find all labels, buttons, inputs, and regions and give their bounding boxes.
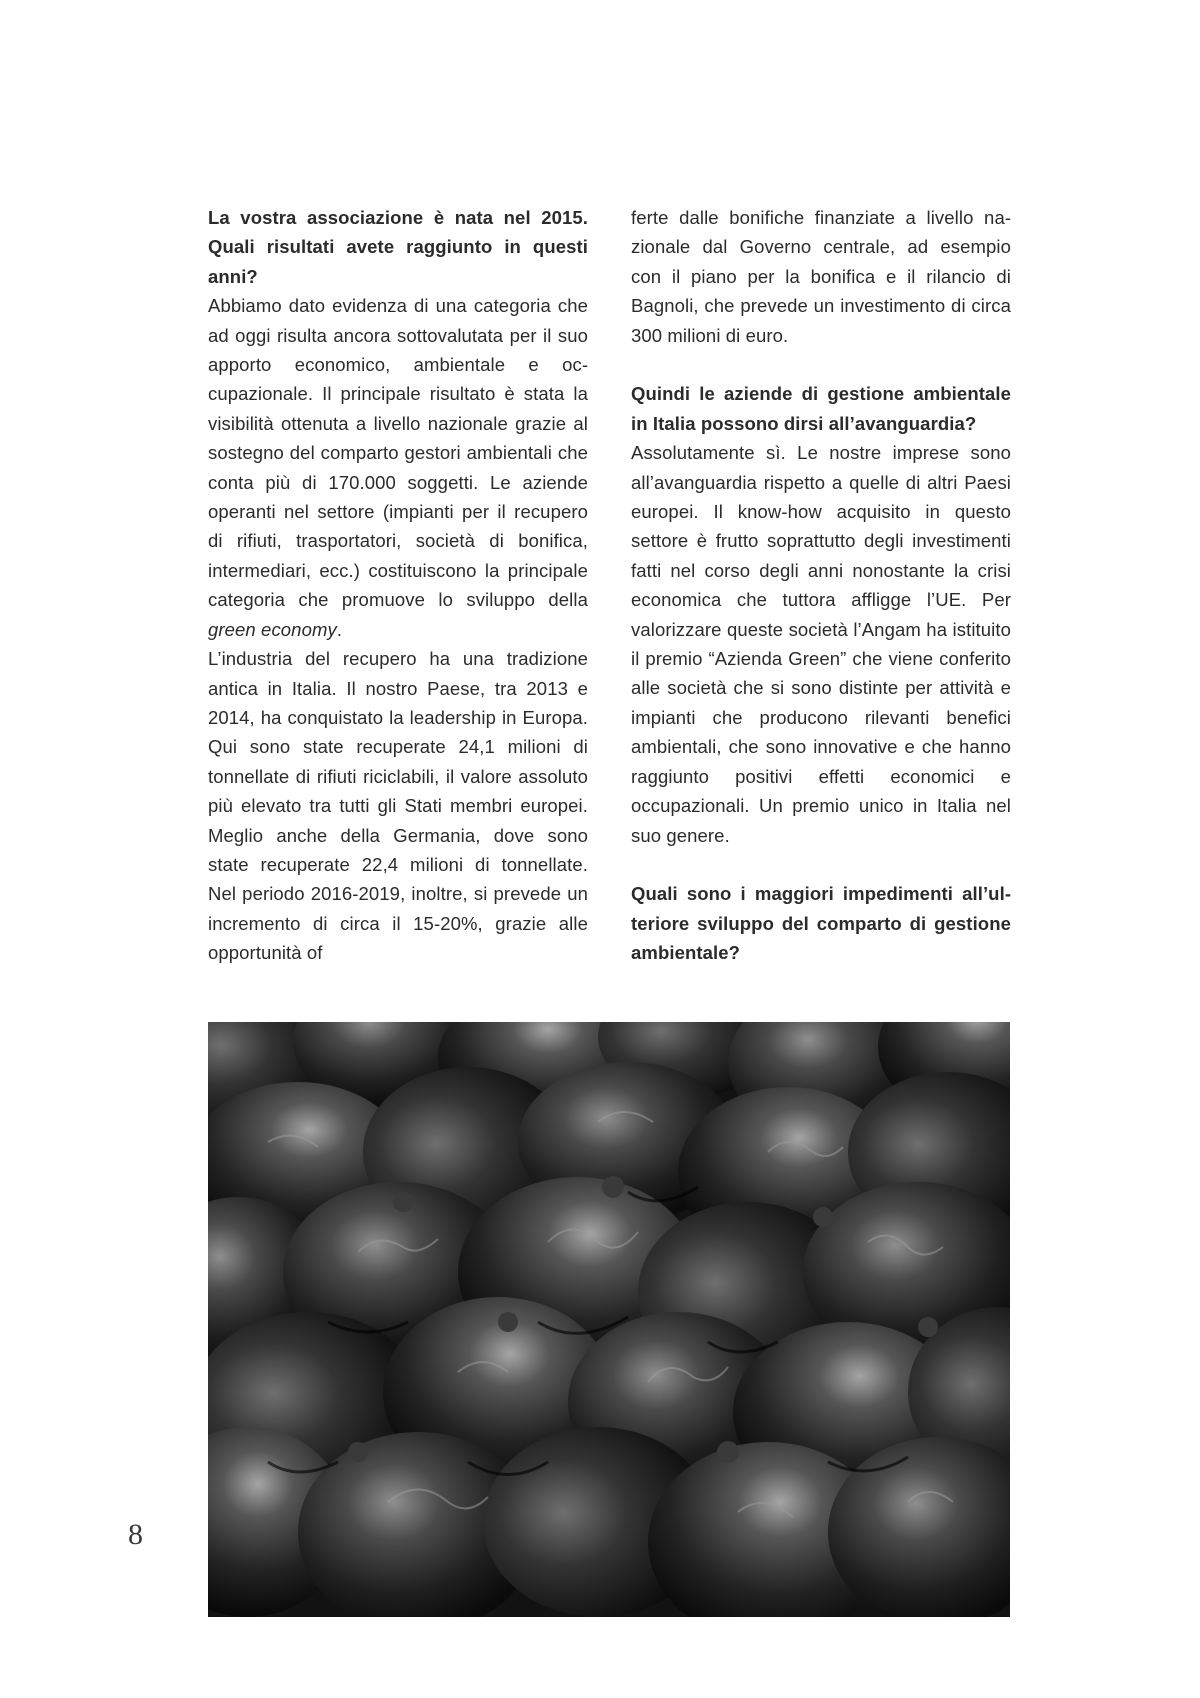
interview-answer-1 [208,291,588,967]
garbage-bags-illustration [208,1022,1010,1617]
page-number: 8 [128,1518,143,1551]
answer-1-continued: ferte dalle bonifiche finanziate a livello nazionale dal Governo centrale, ad esempio con il piano per la bonifica e il rilancio di Bagnoli, che prevede un investimento di circa 300 milioni di euro. [631,207,1011,346]
right-column [631,203,1011,968]
interview-question-3: Quali sono i maggiori impedimenti all’ulteriore sviluppo del comparto di gestione ambientale? [631,883,1011,964]
interview-question-2: Quindi le aziende di gestione ambientale in Italia possono dirsi all’avanguardia? [631,383,1011,434]
answer-1-text: Abbiamo dato evidenza di una categoria che ad oggi risulta ancora sottovalutata per il suo apporto economico, ambientale e occupazionale. Il principale risultato è stata la visibilità ottenuta a livello nazionale grazie al sostegno del comparto gestori ambientali che conta più di 170.000 soggetti. Le aziende operanti nel settore (impianti per il recupero di rifiuti, trasportatori, società di bonifica, intermediari, ecc.) costituiscono la principale categoria che promuove lo sviluppo della [208,295,588,611]
interview-answer-2: Assolutamente sì. Le nostre imprese sono all’avanguardia rispetto a quelle di altri Paesi europei. Il know-how acquisito in questo settore è frutto soprattutto degli investimenti fatti nel corso degli anni nonostante la crisi economica che tuttora affligge l’UE. Per valorizzare queste società l’Angam ha istituito il premio “Azienda Green” che viene conferito alle società che si sono distinte per attività e impianti che producono rilevanti benefici ambientali, che sono innovative e che hanno raggiunto positivi effetti economici e occupazionali. Un premio unico in Italia nel suo genere. [631,442,1011,846]
answer-1-paragraph-1 [208,291,588,644]
answer-1-text-end: . [336,618,343,640]
paragraph-gap [631,350,1011,379]
garbage-bags-photo [208,1022,1010,1617]
answer-1-paragraph-2: L’industria del recupero ha una tradizione antica in Italia. Il nostro Paese, tra 2013 e 2014, ha conquistato la leadership in Europa. Qui sono state recuperate 24,1 milioni di tonnellate di rifiuti riciclabili, il valore assoluto più elevato tra tutti gli Stati membri europei. Meglio anche della Germania, dove sono state recuperate 22,4 milioni di tonnellate. Nel periodo 2016-2019, inoltre, si prevede un incremento di circa il 15-20%, grazie alle opportunità of [208,648,588,964]
paragraph-gap [631,850,1011,879]
left-column [208,203,588,968]
interview-question-1: La vostra associazione è nata nel 2015. Quali risultati avete raggiunto in questi anni? [208,207,588,287]
answer-1-emphasis: green economy [208,618,337,640]
